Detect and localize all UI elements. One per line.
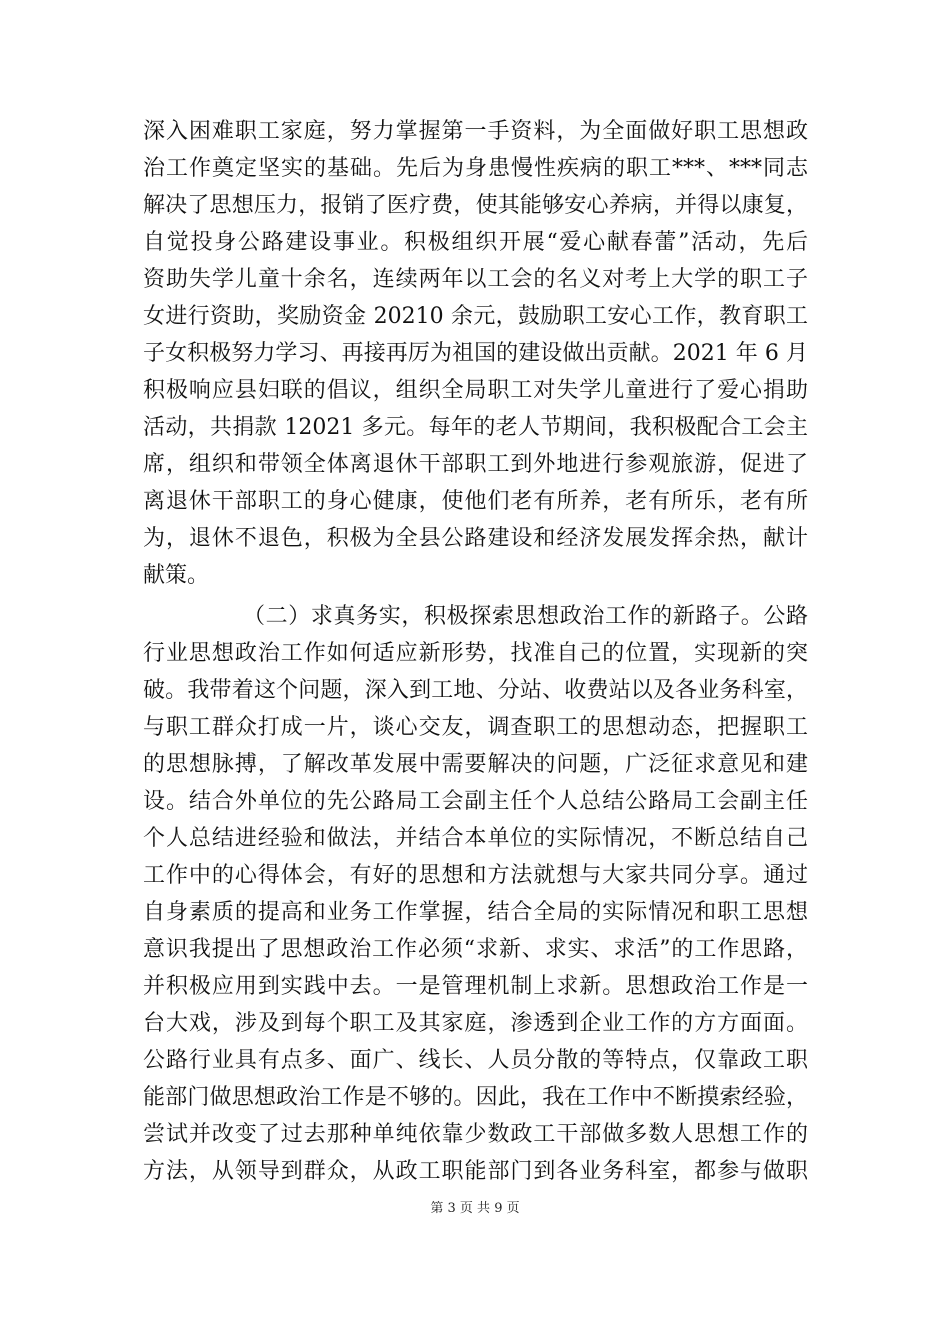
text-line: 子女积极努力学习、再接再厉为祖国的建设做出贡献。2021 年 6 月 <box>143 341 808 366</box>
text-line: 治工作奠定坚实的基础。先后为身患慢性疾病的职工***、***同志 <box>143 156 808 181</box>
text-line: 公路行业具有点多、面广、线长、人员分散的等特点，仅靠政工职 <box>143 1048 808 1073</box>
text-line: 席，组织和带领全体离退休干部职工到外地进行参观旅游，促进了 <box>143 452 808 477</box>
paragraph-2 <box>143 598 808 1190</box>
text-line: 破。我带着这个问题，深入到工地、分站、收费站以及各业务科室， <box>143 678 808 703</box>
text-line: 行业思想政治工作如何适应新形势，找准自己的位置，实现新的突 <box>143 641 808 666</box>
page-footer <box>0 1200 950 1218</box>
page-number: 第 3 页 共 9 页 <box>430 1201 520 1216</box>
text-line: 方法，从领导到群众，从政工职能部门到各业务科室，都参与做职 <box>143 1159 808 1184</box>
text-line: 自觉投身公路建设事业。积极组织开展“爱心献春蕾”活动，先后 <box>143 230 808 255</box>
text-line: 女进行资助，奖励资金 20210 余元，鼓励职工安心工作，教育职工 <box>143 304 808 329</box>
text-line: 与职工群众打成一片，谈心交友，调查职工的思想动态，把握职工 <box>143 715 808 740</box>
text-line: 台大戏，涉及到每个职工及其家庭，渗透到企业工作的方方面面。 <box>143 1011 808 1036</box>
text-line: 积极响应县妇联的倡议，组织全局职工对失学儿童进行了爱心捐助 <box>143 378 808 403</box>
text-line: 解决了思想压力，报销了医疗费，使其能够安心养病，并得以康复， <box>143 193 808 218</box>
text-line: 的思想脉搏，了解改革发展中需要解决的问题，广泛征求意见和建 <box>143 752 808 777</box>
text-line: 并积极应用到实践中去。一是管理机制上求新。思想政治工作是一 <box>143 974 808 999</box>
text-line: 设。结合外单位的先公路局工会副主任个人总结公路局工会副主任 <box>143 789 808 814</box>
text-line: 活动，共捐款 12021 多元。每年的老人节期间，我积极配合工会主 <box>143 415 808 440</box>
text-line: 离退休干部职工的身心健康，使他们老有所养，老有所乐，老有所 <box>143 489 808 514</box>
text-line: 资助失学儿童十余名，连续两年以工会的名义对考上大学的职工子 <box>143 267 808 292</box>
text-line: 自身素质的提高和业务工作掌握，结合全局的实际情况和职工思想 <box>143 900 808 925</box>
text-line: 深入困难职工家庭，努力掌握第一手资料，为全面做好职工思想政 <box>143 119 808 144</box>
text-line: 为，退休不退色，积极为全县公路建设和经济发展发挥余热，献计 <box>143 526 808 551</box>
text-line: 意识我提出了思想政治工作必须“求新、求实、求活”的工作思路， <box>143 937 808 962</box>
text-line: 个人总结进经验和做法，并结合本单位的实际情况，不断总结自己 <box>143 826 808 851</box>
text-line: 尝试并改变了过去那种单纯依靠少数政工干部做多数人思想工作的 <box>143 1122 808 1147</box>
text-line: 献策。 <box>143 563 210 588</box>
section-heading-line: （二）求真务实，积极探索思想政治工作的新路子。公路 <box>243 604 808 629</box>
paragraph-1 <box>143 113 808 594</box>
text-line: 能部门做思想政治工作是不够的。因此，我在工作中不断摸索经验， <box>143 1085 808 1110</box>
text-line: 工作中的心得体会，有好的思想和方法就想与大家共同分享。通过 <box>143 863 808 888</box>
